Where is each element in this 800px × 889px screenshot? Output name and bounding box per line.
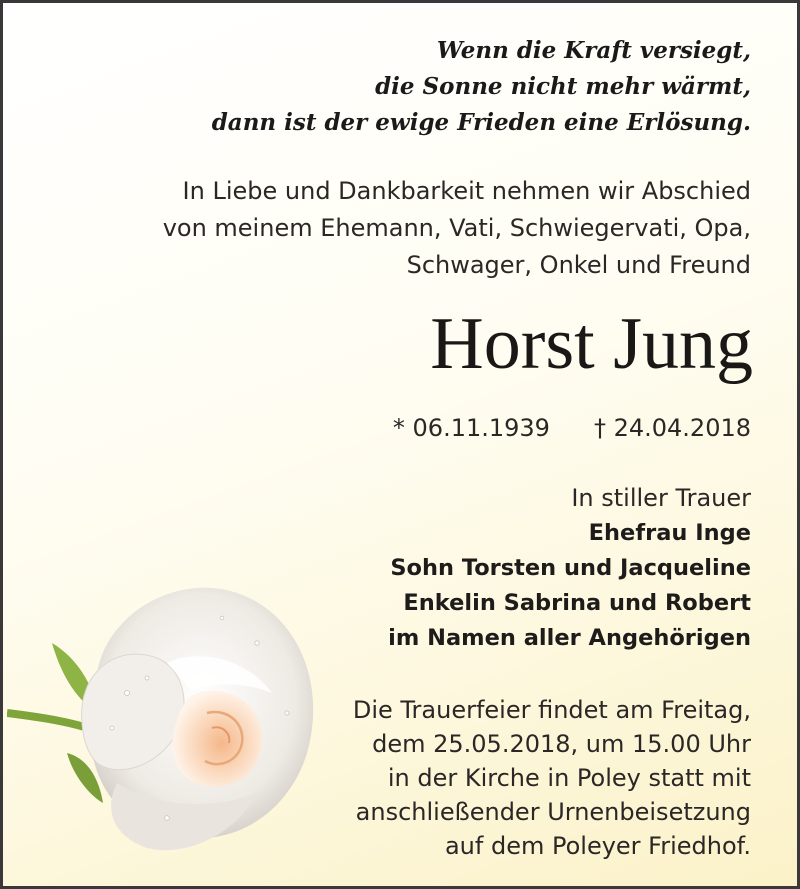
service-line: auf dem Poleyer Friedhof. (444, 832, 751, 860)
mourner-name: Ehefrau Inge (588, 520, 751, 546)
life-dates (393, 411, 751, 445)
mourner-name: im Namen aller Angehörigen (388, 625, 751, 651)
mourners-list (388, 481, 751, 656)
service-line: in der Kirche in Poley statt mit (387, 764, 751, 792)
birth-date: * 06.11.1939 (392, 414, 550, 442)
intro-line: Schwager, Onkel und Freund (406, 251, 751, 279)
deceased-name: Horst Jung (430, 303, 753, 385)
motto-line: Wenn die Kraft versiegt, (436, 37, 751, 64)
mourner-name: Sohn Torsten und Jacqueline (390, 555, 751, 581)
mourners-lead: In stiller Trauer (571, 484, 751, 512)
mourner-name: Enkelin Sabrina und Robert (403, 590, 751, 616)
intro-text (163, 173, 751, 284)
intro-line: von meinem Ehemann, Vati, Schwiegervati, Opa, (162, 214, 751, 242)
service-line: Die Trauerfeier findet am Freitag, (352, 696, 751, 724)
motto-line: dann ist der ewige Frieden eine Erlösung. (211, 109, 751, 136)
service-line: anschließender Urnenbeisetzung (355, 798, 751, 826)
funeral-service-info (353, 693, 751, 863)
motto-line: die Sonne nicht mehr wärmt, (375, 73, 751, 100)
service-line: dem 25.05.2018, um 15.00 Uhr (372, 730, 751, 758)
death-date: † 24.04.2018 (593, 414, 751, 442)
intro-line: In Liebe und Dankbarkeit nehmen wir Abschied (182, 177, 751, 205)
white-rose-icon (7, 563, 347, 883)
motto-verse (212, 33, 751, 141)
